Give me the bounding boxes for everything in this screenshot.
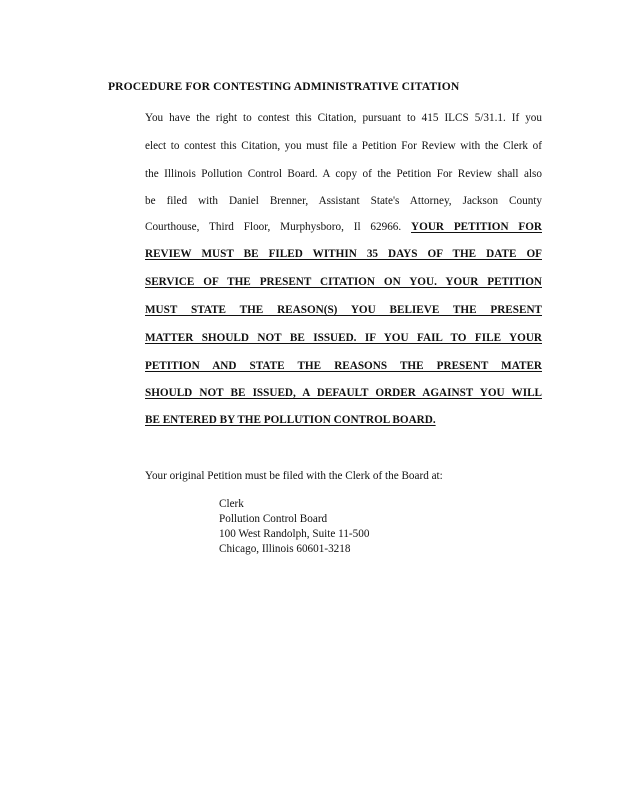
clerk-address xyxy=(219,497,369,557)
body-line-5-bold: YOUR PETITION FOR xyxy=(411,221,542,233)
bold-line-7: BE ENTERED BY THE POLLUTION CONTROL BOARD. xyxy=(145,414,436,426)
body-line-5 xyxy=(145,221,542,233)
address-line-1: Clerk xyxy=(219,498,244,510)
body-line-1: You have the right to contest this Citation, pursuant to 415 ILCS 5/31.1. If you xyxy=(145,112,542,124)
bold-line-5: PETITION AND STATE THE REASONS THE PRESENT MATER xyxy=(145,360,542,372)
body-line-3: the Illinois Pollution Control Board. A copy of the Petition For Review shall also xyxy=(145,168,542,180)
address-line-4: Chicago, Illinois 60601-3218 xyxy=(219,543,351,555)
section-heading: PROCEDURE FOR CONTESTING ADMINISTRATIVE CITATION xyxy=(108,80,460,93)
filing-note: Your original Petition must be filed with the Clerk of the Board at: xyxy=(145,470,443,482)
bold-line-1: REVIEW MUST BE FILED WITHIN 35 DAYS OF THE DATE OF xyxy=(145,248,542,260)
body-line-4: be filed with Daniel Brenner, Assistant State's Attorney, Jackson County xyxy=(145,195,542,207)
address-line-2: Pollution Control Board xyxy=(219,513,328,525)
bold-line-4: MATTER SHOULD NOT BE ISSUED. IF YOU FAIL TO FILE YOUR xyxy=(145,332,542,344)
body-line-2: elect to contest this Citation, you must file a Petition For Review with the Clerk of xyxy=(145,140,542,152)
address-line-3: 100 West Randolph, Suite 11-500 xyxy=(219,528,370,540)
bold-line-3: MUST STATE THE REASON(S) YOU BELIEVE THE PRESENT xyxy=(145,304,542,316)
bold-line-2: SERVICE OF THE PRESENT CITATION ON YOU. YOUR PETITION xyxy=(145,276,542,288)
bold-line-6: SHOULD NOT BE ISSUED, A DEFAULT ORDER AGAINST YOU WILL xyxy=(145,387,542,399)
body-line-5-plain: Courthouse, Third Floor, Murphysboro, Il 62966. xyxy=(145,221,412,233)
